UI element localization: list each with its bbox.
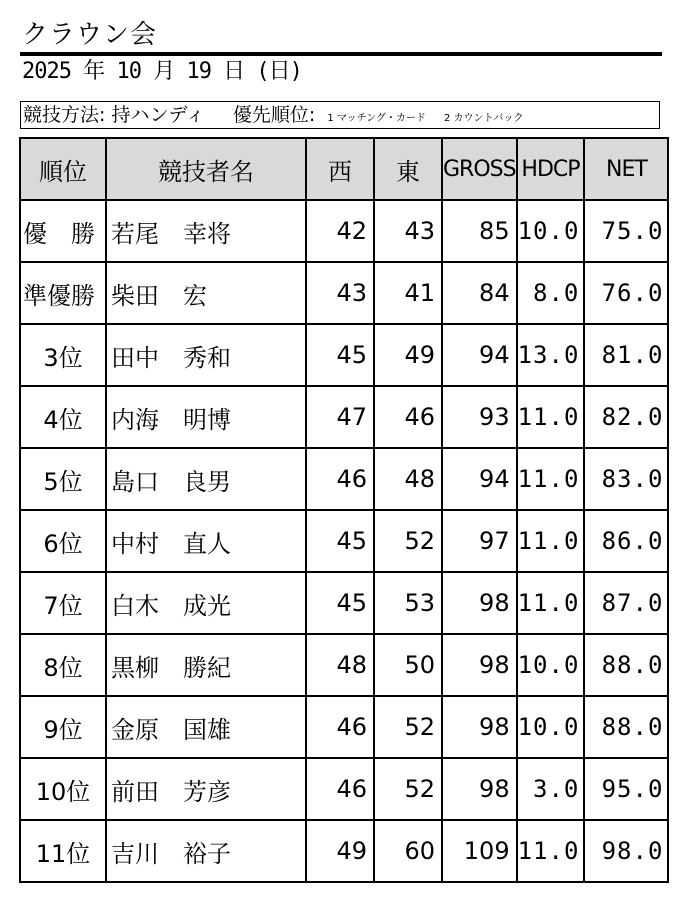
handicap: 11.0 (517, 572, 585, 634)
player-name: 島口 良男 (106, 448, 306, 510)
method-label: 競技方法: 持ハンディ (23, 104, 205, 126)
net-score: 88.0 (584, 696, 668, 758)
table-row (20, 448, 668, 510)
gross-score: 98 (442, 572, 517, 634)
gross-score: 97 (442, 510, 517, 572)
event-date: 2025 年 10 月 19 日 (日) (22, 59, 302, 84)
west-score: 47 (306, 386, 374, 448)
net-score: 87.0 (584, 572, 668, 634)
east-score: 60 (374, 820, 442, 882)
rank-cell: 7位 (20, 572, 106, 634)
results-table (19, 137, 669, 883)
west-score: 43 (306, 262, 374, 324)
handicap: 10.0 (517, 696, 585, 758)
handicap: 10.0 (517, 634, 585, 696)
east-score: 46 (374, 386, 442, 448)
gross-score: 98 (442, 696, 517, 758)
east-score: 43 (374, 200, 442, 262)
header-gross: GROSS (442, 138, 517, 200)
gross-score: 94 (442, 324, 517, 386)
player-name: 金原 国雄 (106, 696, 306, 758)
header-west: 西 (306, 138, 374, 200)
west-score: 46 (306, 696, 374, 758)
gross-score: 98 (442, 634, 517, 696)
player-name: 内海 明博 (106, 386, 306, 448)
header-name: 競技者名 (106, 138, 306, 200)
rank-cell: 9位 (20, 696, 106, 758)
net-score: 83.0 (584, 448, 668, 510)
west-score: 45 (306, 572, 374, 634)
east-score: 52 (374, 758, 442, 820)
player-name: 若尾 幸将 (106, 200, 306, 262)
west-score: 46 (306, 758, 374, 820)
handicap: 11.0 (517, 510, 585, 572)
east-score: 52 (374, 696, 442, 758)
table-row (20, 386, 668, 448)
rank-cell: 10位 (20, 758, 106, 820)
east-score: 48 (374, 448, 442, 510)
table-row (20, 634, 668, 696)
player-name: 吉川 裕子 (106, 820, 306, 882)
handicap: 10.0 (517, 200, 585, 262)
net-score: 81.0 (584, 324, 668, 386)
player-name: 中村 直人 (106, 510, 306, 572)
east-score: 41 (374, 262, 442, 324)
net-score: 98.0 (584, 820, 668, 882)
net-score: 82.0 (584, 386, 668, 448)
gross-score: 84 (442, 262, 517, 324)
rank-cell: 準優勝 (20, 262, 106, 324)
east-score: 53 (374, 572, 442, 634)
header-net: NET (584, 138, 668, 200)
handicap: 11.0 (517, 386, 585, 448)
table-row (20, 758, 668, 820)
priority-2: 2 カウントバック (444, 113, 524, 124)
west-score: 49 (306, 820, 374, 882)
net-score: 76.0 (584, 262, 668, 324)
table-row (20, 324, 668, 386)
handicap: 8.0 (517, 262, 585, 324)
handicap: 11.0 (517, 820, 585, 882)
west-score: 48 (306, 634, 374, 696)
player-name: 柴田 宏 (106, 262, 306, 324)
net-score: 86.0 (584, 510, 668, 572)
player-name: 黒柳 勝紀 (106, 634, 306, 696)
player-name: 白木 成光 (106, 572, 306, 634)
rank-cell: 3位 (20, 324, 106, 386)
table-row (20, 696, 668, 758)
east-score: 50 (374, 634, 442, 696)
table-row (20, 262, 668, 324)
gross-score: 93 (442, 386, 517, 448)
table-row (20, 510, 668, 572)
gross-score: 98 (442, 758, 517, 820)
table-row (20, 572, 668, 634)
gross-score: 94 (442, 448, 517, 510)
gross-score: 85 (442, 200, 517, 262)
gross-score: 109 (442, 820, 517, 882)
west-score: 46 (306, 448, 374, 510)
west-score: 42 (306, 200, 374, 262)
east-score: 52 (374, 510, 442, 572)
title-underline (20, 52, 662, 56)
priority-label: 優先順位: (232, 104, 316, 126)
east-score: 49 (374, 324, 442, 386)
handicap: 3.0 (517, 758, 585, 820)
net-score: 75.0 (584, 200, 668, 262)
handicap: 13.0 (517, 324, 585, 386)
rank-cell: 11位 (20, 820, 106, 882)
header-east: 東 (374, 138, 442, 200)
handicap: 11.0 (517, 448, 585, 510)
west-score: 45 (306, 324, 374, 386)
rank-cell: 8位 (20, 634, 106, 696)
net-score: 95.0 (584, 758, 668, 820)
table-row (20, 200, 668, 262)
table-header-row (20, 138, 668, 200)
competition-method-box (20, 101, 660, 129)
rank-cell: 5位 (20, 448, 106, 510)
rank-cell: 6位 (20, 510, 106, 572)
table-row (20, 820, 668, 882)
priority-1: 1 マッチング・カード (327, 113, 426, 124)
player-name: 前田 芳彦 (106, 758, 306, 820)
header-rank: 順位 (20, 138, 106, 200)
page-title: クラウン会 (22, 20, 158, 50)
west-score: 45 (306, 510, 374, 572)
header-hdcp: HDCP (517, 138, 585, 200)
player-name: 田中 秀和 (106, 324, 306, 386)
rank-cell: 4位 (20, 386, 106, 448)
net-score: 88.0 (584, 634, 668, 696)
rank-cell: 優 勝 (20, 200, 106, 262)
